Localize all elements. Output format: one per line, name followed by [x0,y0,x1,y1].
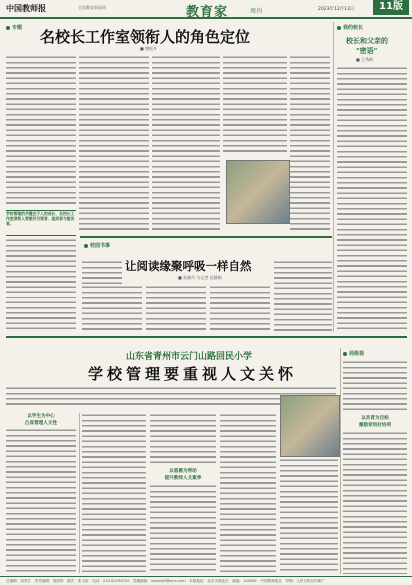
article3-subhead-1b: 凸显管理人文性 [24,421,58,426]
article1-tag: 专题 [6,24,22,31]
article3-photo [280,395,340,457]
article2-column-1 [82,285,142,333]
paper-name: 中国教师报 [6,4,46,13]
section-title: 教育家 [186,5,229,20]
article1-column-1b [6,238,76,298]
article3-column-2 [82,413,146,573]
article3-subhead-3: 以共育为目标 [361,416,389,421]
article2-byline: ■ 朱晓丹 与记者 范静娟 [178,275,222,280]
section-rule-2 [6,336,407,338]
article2-column-4 [274,260,332,332]
article1-column-2 [79,55,149,230]
sidebar1-tag: 我的校长 [337,24,363,31]
article3-column-6a [343,360,407,412]
article1-photo [226,160,290,224]
article2-title: 让阅读缘聚呼吸一样自然 [125,259,252,273]
sidebar1-title: 校长和父亲的 [346,37,388,45]
article2-column-3 [210,285,270,333]
article3-column-5 [280,458,338,574]
article1-column-1c [6,300,76,332]
section-rule-1 [80,236,332,238]
article3-subhead-2: 以恩惠为带动 [169,469,197,474]
article3-title: 学校管理要重视人文关怀 [88,365,298,383]
article3-subhead-1: 以学生为中心 [27,414,55,419]
article2-column-2 [146,285,206,333]
article1-column-3 [152,55,220,230]
section-weekly: 周刊 [250,8,263,15]
article3-column-6b [343,431,407,574]
article1-title: 名校长工作室领衔人的角色定位 [40,28,251,46]
article1-pullquote: 学校管理的关键在于人的成长，名校长工作室领衔人要做好引领者、组织者与服务者。 [6,210,76,236]
issue-date: 2023年12月13日 [318,7,355,12]
article1-byline: ■ 傅松开 [140,46,158,51]
article3-subhead-2b: 提升教师人文素养 [164,476,202,481]
sidebar1-title-line2: "密语" [356,47,378,55]
article3-column-3b [150,484,216,574]
article2-tag: 校园书事 [84,242,110,249]
sidebar1-byline: ■ 王秀梅 [356,57,374,62]
sidebar-divider [333,22,334,332]
article3-subhead-3b: 激励家校社协同 [358,423,392,428]
article1-column-4 [223,55,287,155]
article3-column-4 [220,413,276,573]
article3-kicker: 山东省青州市云门山路回民小学 [126,352,253,362]
page-footer: 总编辑：刘堂江 责任编辑：倪婷婷 版式：张玉娇 电话：010-82296720 投稿邮箱：xxxsdjcf@sina.com 本版地址：北京市海淀区 邮编：100082 中国教师报社 印刷：人民日报社印刷厂 [0,576,412,585]
article3-column-3a [150,413,216,465]
paper-subtitle: 全国教育新闻网 [78,5,106,10]
sidebar1-body [337,66,407,331]
article1-column-1 [6,55,76,205]
article3-tag: 局级视 [343,350,364,357]
article3-column-1 [6,428,76,574]
page-number: 11版 [373,0,409,15]
article1-column-5 [290,55,330,230]
